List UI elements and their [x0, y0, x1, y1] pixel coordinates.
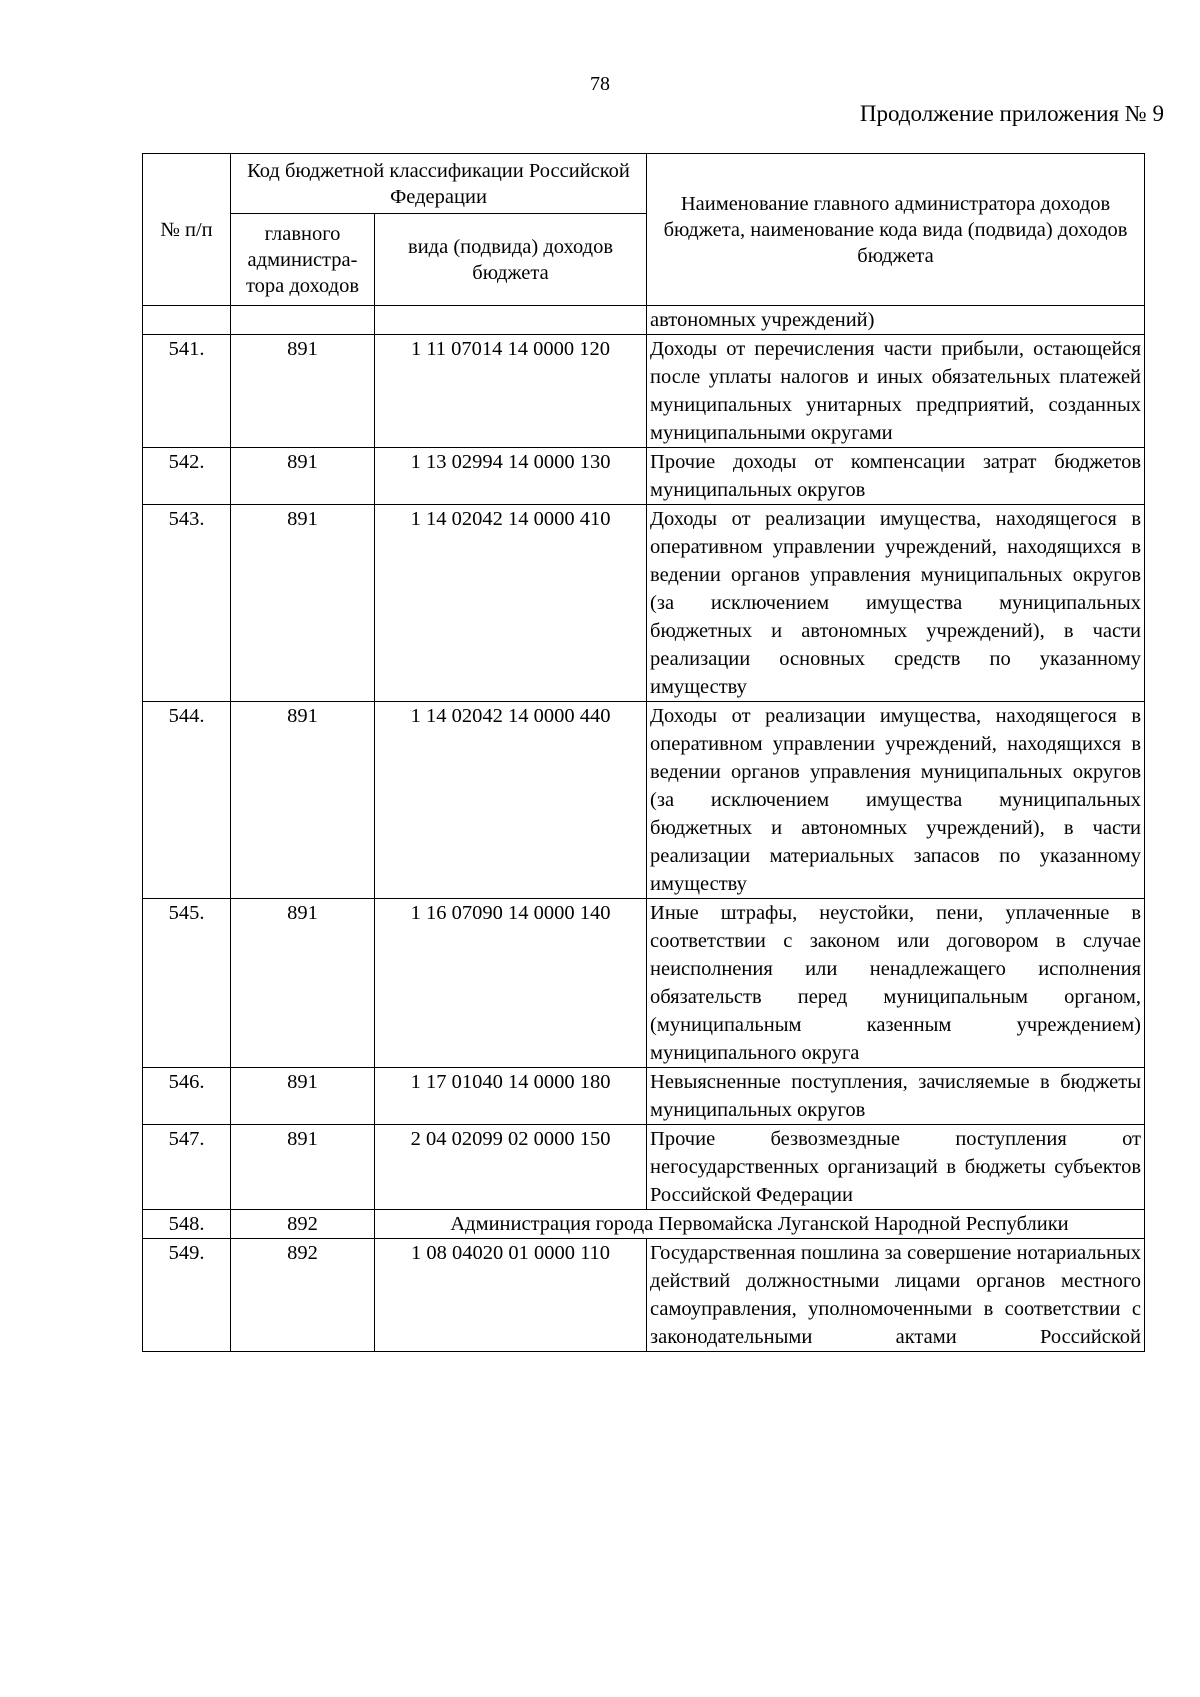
- row-admin: 892: [231, 1210, 375, 1239]
- table-row: [143, 1210, 1145, 1239]
- row-num: 549.: [143, 1239, 231, 1352]
- row-code: 1 14 02042 14 0000 410: [375, 505, 647, 702]
- table-row: [143, 306, 1145, 335]
- revenue-classification-table: [142, 153, 1145, 1352]
- table-row: [143, 335, 1145, 448]
- header-num: № п/п: [143, 154, 231, 306]
- row-num: 543.: [143, 505, 231, 702]
- table-row: [143, 702, 1145, 899]
- table-row: [143, 1068, 1145, 1125]
- continuation-label: Продолжение приложения № 9: [859, 101, 1164, 126]
- row-admin: 891: [231, 1068, 375, 1125]
- row-text: Доходы от реализации имущества, находящегося в оперативном управлении учреждений, находящихся в ведении органов управления муниципальных округов (за исключением имущества муниципальных бюджетных и автономных учреждений), в части реализации материальных запасов по указанному имуществу: [647, 702, 1145, 899]
- row-code: 1 08 04020 01 0000 110: [375, 1239, 647, 1352]
- row-num: 541.: [143, 335, 231, 448]
- row-num: 548.: [143, 1210, 231, 1239]
- row-num: 546.: [143, 1068, 231, 1125]
- row-code: 1 14 02042 14 0000 440: [375, 702, 647, 899]
- row-text: автономных учреждений): [647, 306, 1145, 335]
- row-text: Государственная пошлина за совершение нотариальных действий должностными лицами органов местного самоуправления, уполномоченными в соответствии с законодательными актами Российской: [647, 1239, 1145, 1352]
- table-row: [143, 1239, 1145, 1352]
- row-text: Прочие безвозмездные поступления от негосударственных организаций в бюджеты субъектов Российской Федерации: [647, 1125, 1145, 1210]
- row-admin: 891: [231, 1125, 375, 1210]
- row-text: Невыясненные поступления, зачисляемые в бюджеты муниципальных округов: [647, 1068, 1145, 1125]
- row-admin: 891: [231, 899, 375, 1068]
- table-row: [143, 448, 1145, 505]
- row-num: 547.: [143, 1125, 231, 1210]
- row-text: Доходы от перечисления части прибыли, остающейся после уплаты налогов и иных обязательных платежей муниципальных унитарных предприятий, созданных муниципальными округами: [647, 335, 1145, 448]
- row-num: 545.: [143, 899, 231, 1068]
- row-admin: 891: [231, 702, 375, 899]
- table-row: [143, 899, 1145, 1068]
- row-code: 1 16 07090 14 0000 140: [375, 899, 647, 1068]
- header-name: Наименование главного администратора доходов бюджета, наименование кода вида (подвида) доходов бюджета: [647, 154, 1145, 306]
- row-text: Прочие доходы от компенсации затрат бюджетов муниципальных округов: [647, 448, 1145, 505]
- row-text: Иные штрафы, неустойки, пени, уплаченные в соответствии с законом или договором в случае неисполнения или ненадлежащего исполнения обязательств перед муниципальным органом, (муниципальным казенным учреждением) муниципального округа: [647, 899, 1145, 1068]
- page-number: 78: [590, 73, 610, 95]
- row-admin: 891: [231, 505, 375, 702]
- row-num: 544.: [143, 702, 231, 899]
- header-admin: главного администра-тора доходов: [231, 214, 375, 306]
- header-code-group: Код бюджетной классификации Российской Федерации: [231, 154, 647, 214]
- administrator-heading: Администрация города Первомайска Луганской Народной Республики: [375, 1210, 1145, 1239]
- row-admin: 891: [231, 335, 375, 448]
- row-code: 1 13 02994 14 0000 130: [375, 448, 647, 505]
- table-row: [143, 505, 1145, 702]
- row-num: [143, 306, 231, 335]
- row-admin: 891: [231, 448, 375, 505]
- row-code: 1 17 01040 14 0000 180: [375, 1068, 647, 1125]
- header-type: вида (подвида) доходов бюджета: [375, 214, 647, 306]
- table-row: [143, 1125, 1145, 1210]
- row-admin: [231, 306, 375, 335]
- row-admin: 892: [231, 1239, 375, 1352]
- row-code: [375, 306, 647, 335]
- row-code: 1 11 07014 14 0000 120: [375, 335, 647, 448]
- row-text: Доходы от реализации имущества, находящегося в оперативном управлении учреждений, находящихся в ведении органов управления муниципальных округов (за исключением имущества муниципальных бюджетных и автономных учреждений), в части реализации основных средств по указанному имуществу: [647, 505, 1145, 702]
- row-code: 2 04 02099 02 0000 150: [375, 1125, 647, 1210]
- row-num: 542.: [143, 448, 231, 505]
